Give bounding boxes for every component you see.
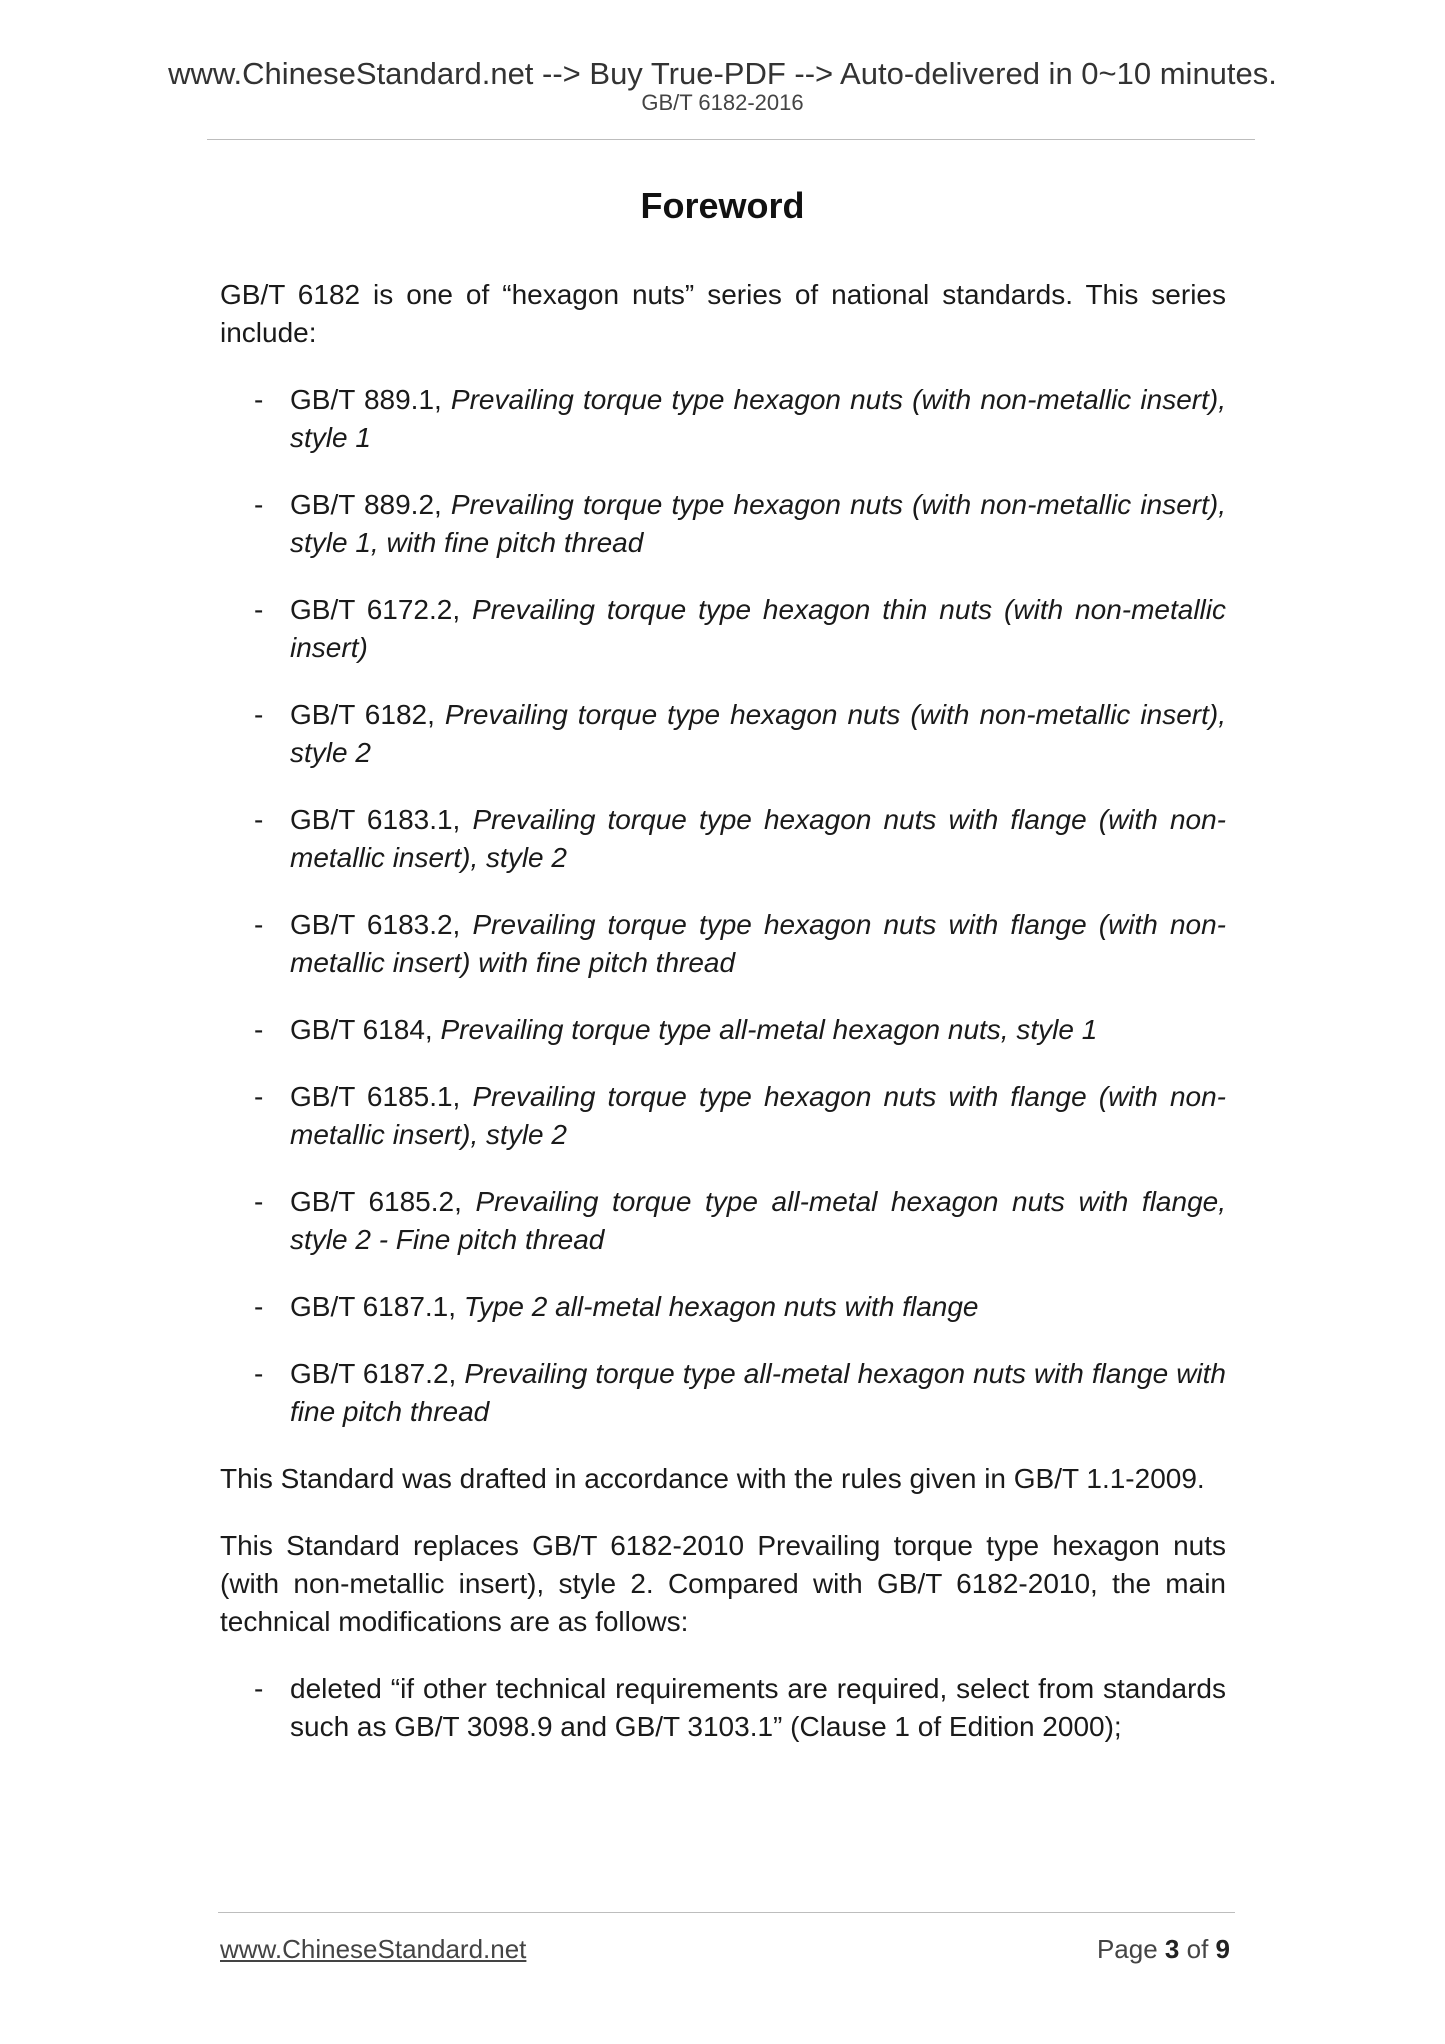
series-title: Prevailing torque type all-metal hexagon nuts with flange, style 2 - Fine pitch thread xyxy=(290,1186,1227,1255)
series-title: Prevailing torque type hexagon nuts with flange (with non-metallic insert) with fine pitch thread xyxy=(290,909,1226,978)
page-current: 3 xyxy=(1164,1934,1180,1964)
bullet-dash: - xyxy=(254,1186,264,1217)
series-title: Prevailing torque type hexagon nuts (with non-metallic insert), style 1, with fine pitch thread xyxy=(290,489,1226,558)
series-title: Prevailing torque type all-metal hexagon nuts, style 1 xyxy=(440,1014,1098,1045)
modification-text: deleted “if other technical requirements are required, select from standards such as GB/T 3098.9 and GB/T 3103.1” (Clause 1 of Edition 2000); xyxy=(290,1673,1226,1742)
main-content xyxy=(220,276,1226,1775)
series-ref: GB/T 6187.1, xyxy=(290,1291,464,1322)
page-prefix: Page xyxy=(1096,1934,1165,1964)
series-item xyxy=(220,696,1226,772)
modification-item xyxy=(220,1670,1226,1746)
series-title: Prevailing torque type hexagon thin nuts (with non-metallic insert) xyxy=(290,594,1227,663)
intro-paragraph: GB/T 6182 is one of “hexagon nuts” series of national standards. This series include: xyxy=(220,279,1226,348)
bullet-dash: - xyxy=(254,384,264,415)
header-divider xyxy=(207,139,1255,140)
series-item xyxy=(220,1355,1226,1431)
modifications-list xyxy=(220,1670,1226,1746)
bullet-dash: - xyxy=(254,489,264,520)
series-item xyxy=(220,1078,1226,1154)
series-item xyxy=(220,906,1226,982)
series-title: Prevailing torque type hexagon nuts (with non-metallic insert), style 1 xyxy=(290,384,1226,453)
bullet-dash: - xyxy=(254,699,264,730)
bullet-dash: - xyxy=(254,804,264,835)
series-ref: GB/T 6187.2, xyxy=(290,1358,465,1389)
series-ref: GB/T 6183.2, xyxy=(290,909,473,940)
bullet-dash: - xyxy=(254,1081,264,1112)
page-number xyxy=(1097,1936,1230,1962)
series-ref: GB/T 889.1, xyxy=(290,384,451,415)
series-item xyxy=(220,591,1226,667)
series-item xyxy=(220,486,1226,562)
series-ref: GB/T 6184, xyxy=(290,1014,441,1045)
series-item xyxy=(220,1011,1226,1049)
series-ref: GB/T 6182, xyxy=(290,699,445,730)
bullet-dash: - xyxy=(254,594,264,625)
bullet-dash: - xyxy=(254,909,264,940)
drafted-paragraph: This Standard was drafted in accordance with the rules given in GB/T 1.1-2009. xyxy=(220,1463,1205,1494)
series-list xyxy=(220,381,1226,1431)
series-ref: GB/T 6172.2, xyxy=(290,594,473,625)
page-total: 9 xyxy=(1215,1934,1230,1964)
replaces-paragraph: This Standard replaces GB/T 6182-2010 Prevailing torque type hexagon nuts (with non-metallic insert), style 2. Compared with GB/T 6182-2010, the main technical modifications are as follows: xyxy=(220,1530,1226,1637)
series-item xyxy=(220,801,1226,877)
bullet-dash: - xyxy=(254,1291,264,1322)
series-title: Prevailing torque type hexagon nuts with flange (with non-metallic insert), style 2 xyxy=(290,804,1226,873)
footer-site-link[interactable]: www.ChineseStandard.net xyxy=(220,1934,527,1964)
page-mid: of xyxy=(1179,1934,1216,1964)
series-item xyxy=(220,381,1226,457)
bullet-dash: - xyxy=(254,1014,264,1045)
header-doc-code: GB/T 6182-2016 xyxy=(641,90,804,115)
footer-divider xyxy=(218,1912,1235,1913)
series-ref: GB/T 889.2, xyxy=(290,489,451,520)
series-title: Type 2 all-metal hexagon nuts with flange xyxy=(463,1291,979,1322)
bullet-dash: - xyxy=(254,1358,264,1389)
page-title: Foreword xyxy=(640,185,805,226)
series-ref: GB/T 6185.1, xyxy=(290,1081,473,1112)
series-title: Prevailing torque type hexagon nuts (with non-metallic insert), style 2 xyxy=(290,699,1226,768)
series-item xyxy=(220,1288,1226,1326)
header-banner: www.ChineseStandard.net --> Buy True-PDF --> Auto-delivered in 0~10 minutes. xyxy=(168,56,1277,91)
series-title: Prevailing torque type all-metal hexagon nuts with flange with fine pitch thread xyxy=(290,1358,1226,1427)
series-ref: GB/T 6185.2, xyxy=(290,1186,476,1217)
series-ref: GB/T 6183.1, xyxy=(290,804,473,835)
bullet-dash: - xyxy=(254,1673,264,1704)
series-item xyxy=(220,1183,1226,1259)
series-title: Prevailing torque type hexagon nuts with flange (with non-metallic insert), style 2 xyxy=(290,1081,1226,1150)
